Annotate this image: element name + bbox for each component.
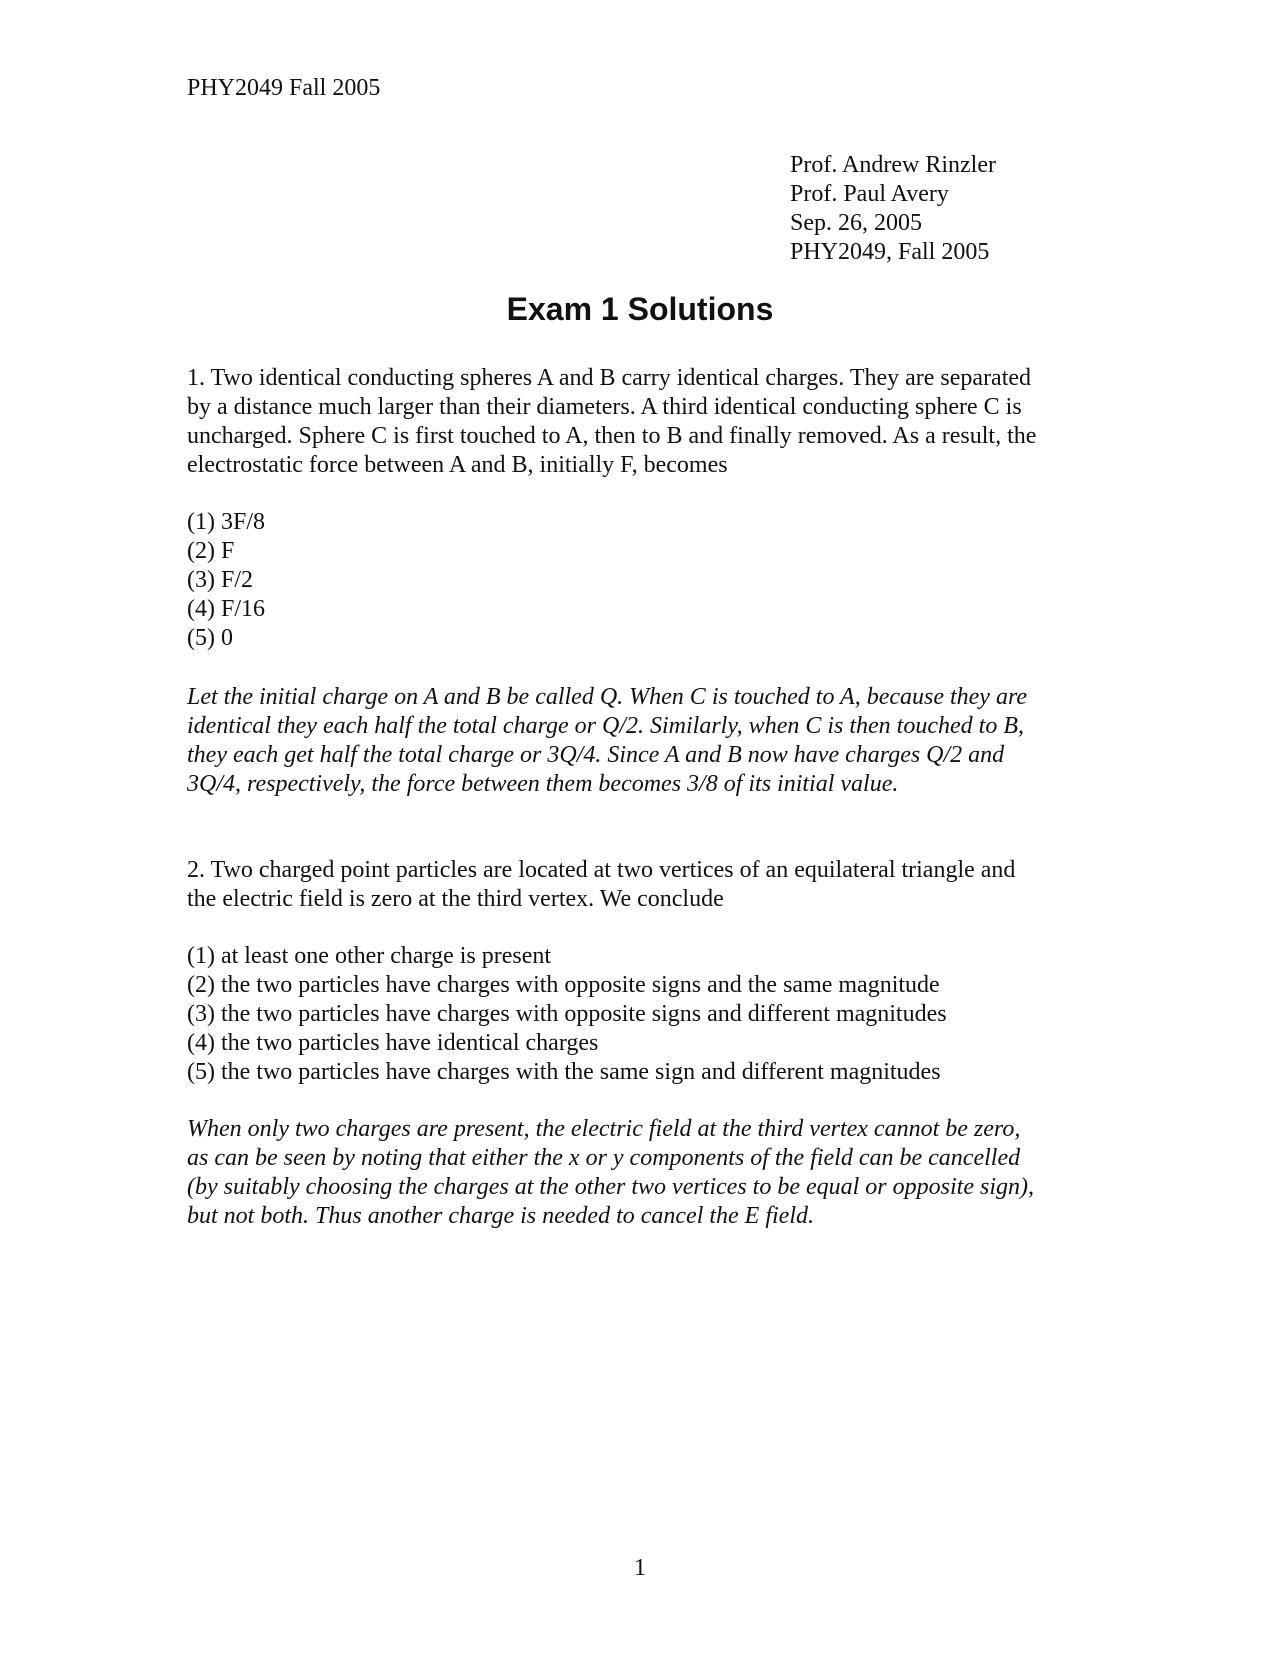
running-header: PHY2049 Fall 2005 — [187, 75, 381, 101]
question-2-stem — [187, 856, 1087, 914]
question-text-line: electrostatic force between A and B, initially F, becomes — [187, 452, 728, 478]
answer-choice: (4) F/16 — [187, 596, 265, 622]
solution-text-line: Let the initial charge on A and B be called Q. When C is touched to A, because they are — [187, 684, 1028, 710]
question-1-choices — [187, 508, 1087, 653]
page-title: Exam 1 Solutions — [506, 291, 774, 327]
question-text-line: by a distance much larger than their diameters. A third identical conducting sphere C is — [187, 394, 1022, 420]
course-line: PHY2049, Fall 2005 — [790, 239, 990, 265]
question-1-stem — [187, 364, 1087, 480]
question-2-solution — [187, 1115, 1087, 1231]
solution-text-line: as can be seen by noting that either the x or y components of the field can be cancelled — [187, 1145, 1021, 1171]
solution-text-line: When only two charges are present, the electric field at the third vertex cannot be zero, — [187, 1116, 1021, 1142]
answer-choice: (2) F — [187, 538, 235, 564]
question-text-line: 1. Two identical conducting spheres A and B carry identical charges. They are separated — [187, 365, 1032, 391]
solution-text-line: identical they each half the total charge or Q/2. Similarly, when C is then touched to B, — [187, 713, 1024, 739]
page-number: 1 — [634, 1555, 646, 1581]
author-line: Prof. Paul Avery — [790, 181, 949, 207]
answer-choice: (1) at least one other charge is present — [187, 943, 552, 969]
question-2-choices — [187, 942, 1087, 1087]
author-block — [790, 151, 996, 267]
answer-choice: (5) the two particles have charges with the same sign and different magnitudes — [187, 1059, 941, 1085]
answer-choice: (4) the two particles have identical charges — [187, 1030, 599, 1056]
solution-text-line: but not both. Thus another charge is needed to cancel the E field. — [187, 1203, 814, 1229]
date-line: Sep. 26, 2005 — [790, 210, 922, 236]
question-text-line: 2. Two charged point particles are located at two vertices of an equilateral triangle and — [187, 857, 1016, 883]
question-text-line: the electric field is zero at the third vertex. We conclude — [187, 886, 724, 912]
solution-text-line: they each get half the total charge or 3Q/4. Since A and B now have charges Q/2 and — [187, 742, 1005, 768]
answer-choice: (1) 3F/8 — [187, 509, 265, 535]
answer-choice: (5) 0 — [187, 625, 233, 651]
author-line: Prof. Andrew Rinzler — [790, 152, 996, 178]
answer-choice: (2) the two particles have charges with opposite signs and the same magnitude — [187, 972, 940, 998]
solution-text-line: (by suitably choosing the charges at the other two vertices to be equal or opposite sign), — [187, 1174, 1034, 1200]
question-text-line: uncharged. Sphere C is first touched to A, then to B and finally removed. As a result, the — [187, 423, 1037, 449]
question-1-solution — [187, 683, 1087, 799]
answer-choice: (3) the two particles have charges with opposite signs and different magnitudes — [187, 1001, 947, 1027]
answer-choice: (3) F/2 — [187, 567, 253, 593]
solution-text-line: 3Q/4, respectively, the force between them becomes 3/8 of its initial value. — [187, 771, 899, 797]
